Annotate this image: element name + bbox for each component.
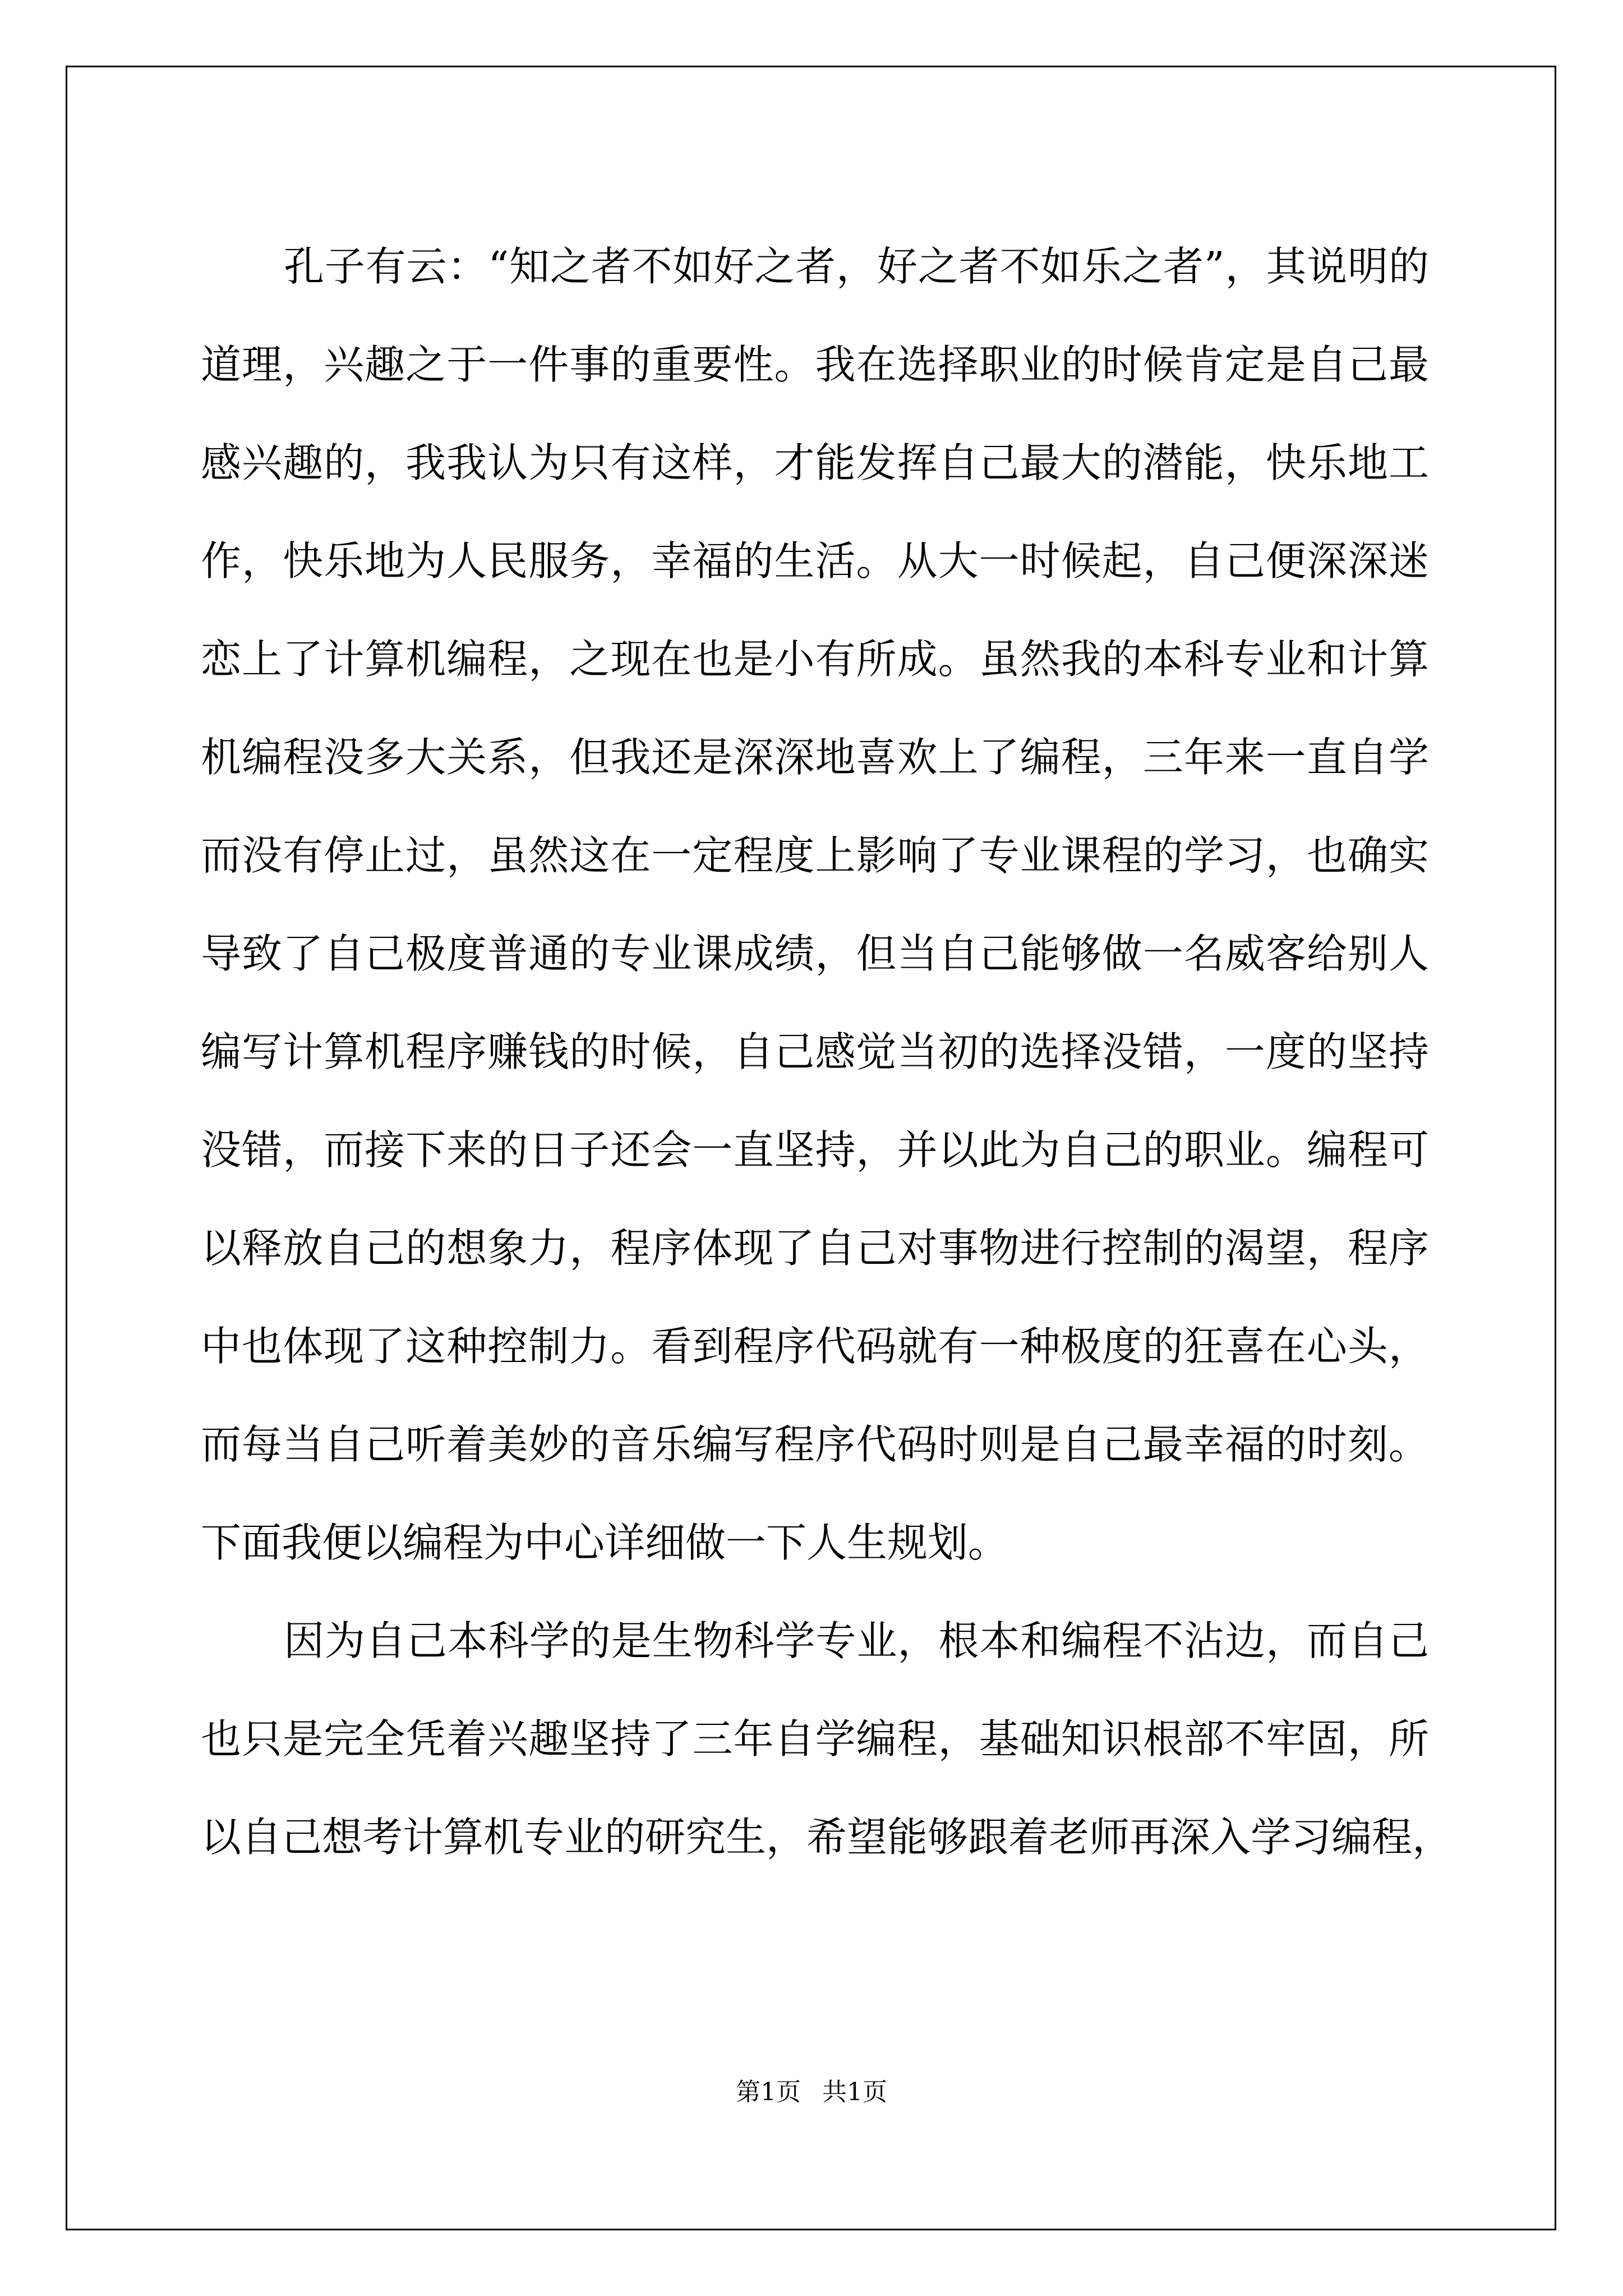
text-line: 没错，而接下来的日子还会一直坚持，并以此为自己的职业。编程可 — [201, 1126, 1429, 1174]
text-line: 而没有停止过，虽然这在一定程度上影响了专业课程的学习，也确实 — [201, 832, 1429, 879]
page-footer — [0, 2076, 1623, 2109]
text-line: 以释放自己的想象力，程序体现了自己对事物进行控制的渴望，程序 — [201, 1225, 1429, 1272]
text-line: 感兴趣的，我我认为只有这样，才能发挥自己最大的潜能，快乐地工 — [201, 439, 1429, 486]
page-number: 第1页 — [736, 2078, 801, 2106]
page-total: 共1页 — [822, 2078, 887, 2106]
text-line: 以自己想考计算机专业的研究生，希望能够跟着老师再深入学习编程， — [201, 1814, 1453, 1861]
text-line: 而每当自己听着美妙的音乐编写程序代码时则是自己最幸福的时刻。 — [201, 1421, 1429, 1468]
text-line: 道理，兴趣之于一件事的重要性。我在选择职业的时候肯定是自己最 — [201, 341, 1429, 388]
text-line: 机编程没多大关系，但我还是深深地喜欢上了编程，三年来一直自学 — [201, 734, 1429, 781]
text-line: 下面我便以编程为中心详细做一下人生规划。 — [201, 1519, 1009, 1566]
document-body — [201, 218, 1453, 1887]
text-line: 因为自己本科学的是生物科学专业，根本和编程不沾边，而自己 — [284, 1617, 1429, 1664]
text-line: 孔子有云：“知之者不如好之者，好之者不如乐之者”，其说明的 — [284, 243, 1429, 290]
text-line: 恋上了计算机编程，之现在也是小有所成。虽然我的本科专业和计算 — [201, 636, 1429, 683]
text-line: 作，快乐地为人民服务，幸福的生活。从大一时候起，自己便深深迷 — [201, 537, 1429, 585]
text-line: 编写计算机程序赚钱的时候，自己感觉当初的选择没错，一度的坚持 — [201, 1028, 1429, 1075]
text-line: 也只是完全凭着兴趣坚持了三年自学编程，基础知识根部不牢固，所 — [201, 1715, 1429, 1763]
text-line: 导致了自己极度普通的专业课成绩，但当自己能够做一名威客给别人 — [201, 930, 1429, 977]
text-line: 中也体现了这种控制力。看到程序代码就有一种极度的狂喜在心头， — [201, 1323, 1429, 1370]
